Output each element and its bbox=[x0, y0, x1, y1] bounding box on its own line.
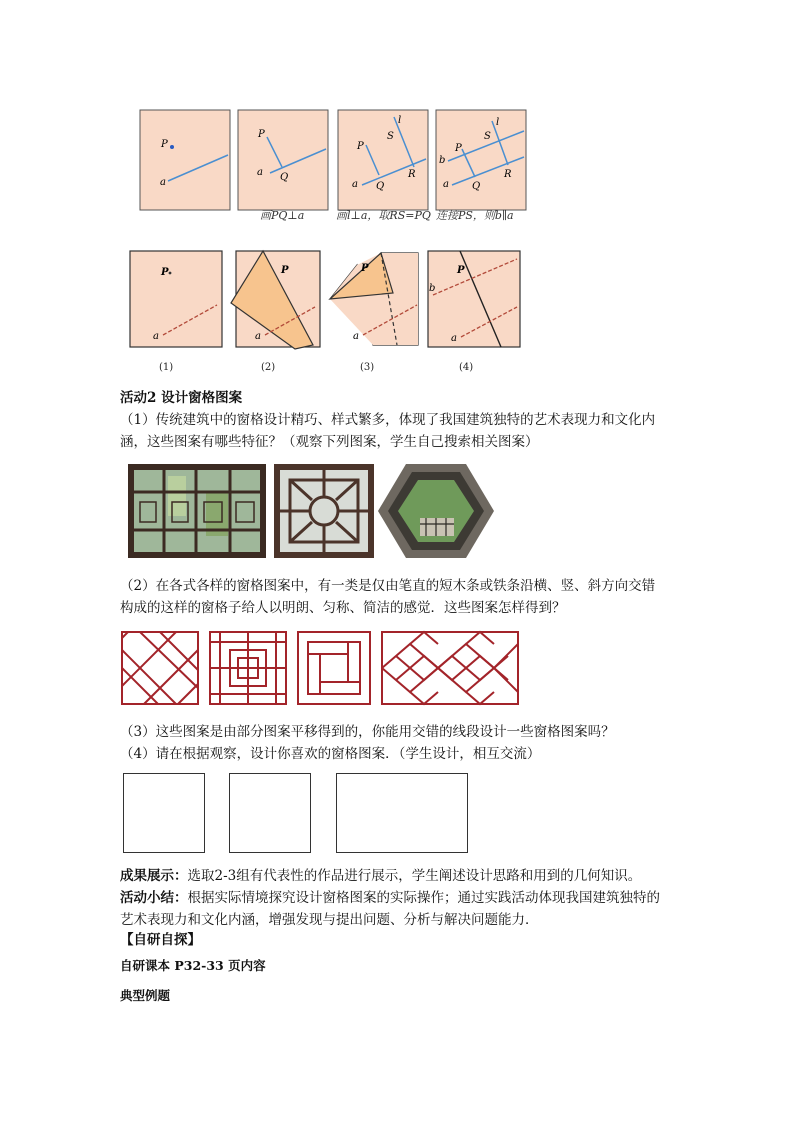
lattice-pattern-2 bbox=[210, 632, 286, 704]
label-p: P bbox=[457, 265, 465, 276]
self-study-text: 自研课本 P32-33 页内容 bbox=[120, 958, 266, 973]
fold-panel-3 bbox=[330, 253, 418, 345]
label-p: P bbox=[258, 129, 265, 140]
label-q: Q bbox=[376, 181, 385, 192]
label-a: a bbox=[443, 179, 449, 190]
fold-panel-4 bbox=[428, 251, 520, 347]
lattice-pattern-3 bbox=[298, 632, 370, 704]
fold-label-3: (3) bbox=[360, 362, 375, 373]
results-label: 成果展示： bbox=[120, 868, 188, 884]
construction-panel-2 bbox=[238, 110, 328, 210]
construction-panel-4 bbox=[436, 110, 526, 210]
label-p: P bbox=[281, 265, 289, 276]
question-1-line-2: 涵，这些图案有哪些特征？（观察下列图案，学生自己搜索相关图案） bbox=[120, 434, 539, 450]
self-study-heading: 【自研自探】 bbox=[120, 932, 201, 948]
fold-label-4: (4) bbox=[459, 362, 474, 373]
construction-panel-1 bbox=[140, 110, 230, 210]
label-s: S bbox=[484, 131, 491, 142]
label-r: R bbox=[408, 169, 416, 180]
label-p: P bbox=[455, 143, 462, 154]
lattice-pattern-4 bbox=[382, 632, 518, 704]
label-a: a bbox=[153, 331, 159, 342]
summary-line-1 bbox=[120, 888, 660, 908]
results-paragraph bbox=[120, 866, 641, 886]
question-3: （3）这些图案是由部分图案平移得到的，你能用交错的线段设计一些窗格图案吗？ bbox=[120, 724, 615, 740]
label-a: a bbox=[353, 331, 359, 342]
label-q: Q bbox=[280, 172, 289, 183]
question-2-line-1: （2）在各式各样的窗格图案中，有一类是仅由笔直的短木条或铁条沿横、竖、斜方向交错 bbox=[120, 578, 656, 594]
question-4: （4）请在根据观察，设计你喜欢的窗格图案．（学生设计，相互交流） bbox=[120, 746, 541, 762]
summary-line-2: 艺术表现力和文化内涵，增强发现与提出问题、分析与解决问题能力． bbox=[120, 912, 539, 928]
label-a: a bbox=[160, 177, 166, 188]
window-photos bbox=[128, 462, 498, 560]
fold-panel-1 bbox=[130, 251, 222, 347]
fold-label-2: (2) bbox=[261, 362, 276, 373]
label-q: Q bbox=[472, 181, 481, 192]
design-box-2[interactable] bbox=[229, 773, 311, 853]
fold-panel-2 bbox=[231, 251, 320, 349]
window-photo-1 bbox=[128, 464, 266, 558]
question-1-line-1: （1）传统建筑中的窗格设计精巧、样式繁多，体现了我国建筑独特的艺术表现力和文化内 bbox=[120, 412, 656, 428]
label-r: R bbox=[504, 169, 512, 180]
design-box-1[interactable] bbox=[123, 773, 205, 853]
caption-step-2: 画l⊥a，取RS=PQ bbox=[336, 209, 431, 222]
lattice-patterns bbox=[120, 630, 522, 706]
summary-text-1: 根据实际情境探究设计窗格图案的实际操作；通过实践活动体现我国建筑独特的 bbox=[187, 890, 660, 906]
question-2-line-2: 构成的这样的窗格子给人以明朗、匀称、简洁的感觉．这些图案怎样得到？ bbox=[120, 600, 566, 616]
summary-label: 活动小结： bbox=[120, 890, 188, 906]
caption-step-3: 连接PS，则b∥a bbox=[436, 209, 514, 222]
caption-step-1: 画PQ⊥a bbox=[260, 209, 305, 222]
label-a: a bbox=[352, 179, 358, 190]
label-a: a bbox=[255, 331, 261, 342]
folding-steps-figure bbox=[125, 245, 525, 375]
activity-title: 活动2 设计窗格图案 bbox=[120, 390, 243, 406]
label-b: b bbox=[439, 155, 446, 166]
label-p: P bbox=[357, 141, 364, 152]
label-p: P bbox=[161, 139, 168, 150]
results-text: 选取2-3组有代表性的作品进行展示，学生阐述设计思路和用到的几何知识。 bbox=[187, 868, 642, 884]
label-l: l bbox=[398, 115, 402, 126]
window-photo-3 bbox=[378, 464, 494, 558]
examples-heading: 典型例题 bbox=[120, 988, 171, 1003]
label-a: a bbox=[257, 167, 263, 178]
label-l: l bbox=[496, 117, 500, 128]
fold-label-1: (1) bbox=[159, 362, 174, 373]
window-photo-2 bbox=[274, 464, 374, 558]
label-p: P bbox=[361, 263, 369, 274]
label-a: a bbox=[451, 333, 457, 344]
label-s: S bbox=[387, 131, 394, 142]
construction-panel-3 bbox=[338, 110, 428, 210]
lattice-pattern-1 bbox=[122, 632, 198, 704]
label-b: b bbox=[429, 283, 436, 294]
label-p: P bbox=[161, 267, 169, 278]
design-box-3[interactable] bbox=[336, 773, 468, 853]
